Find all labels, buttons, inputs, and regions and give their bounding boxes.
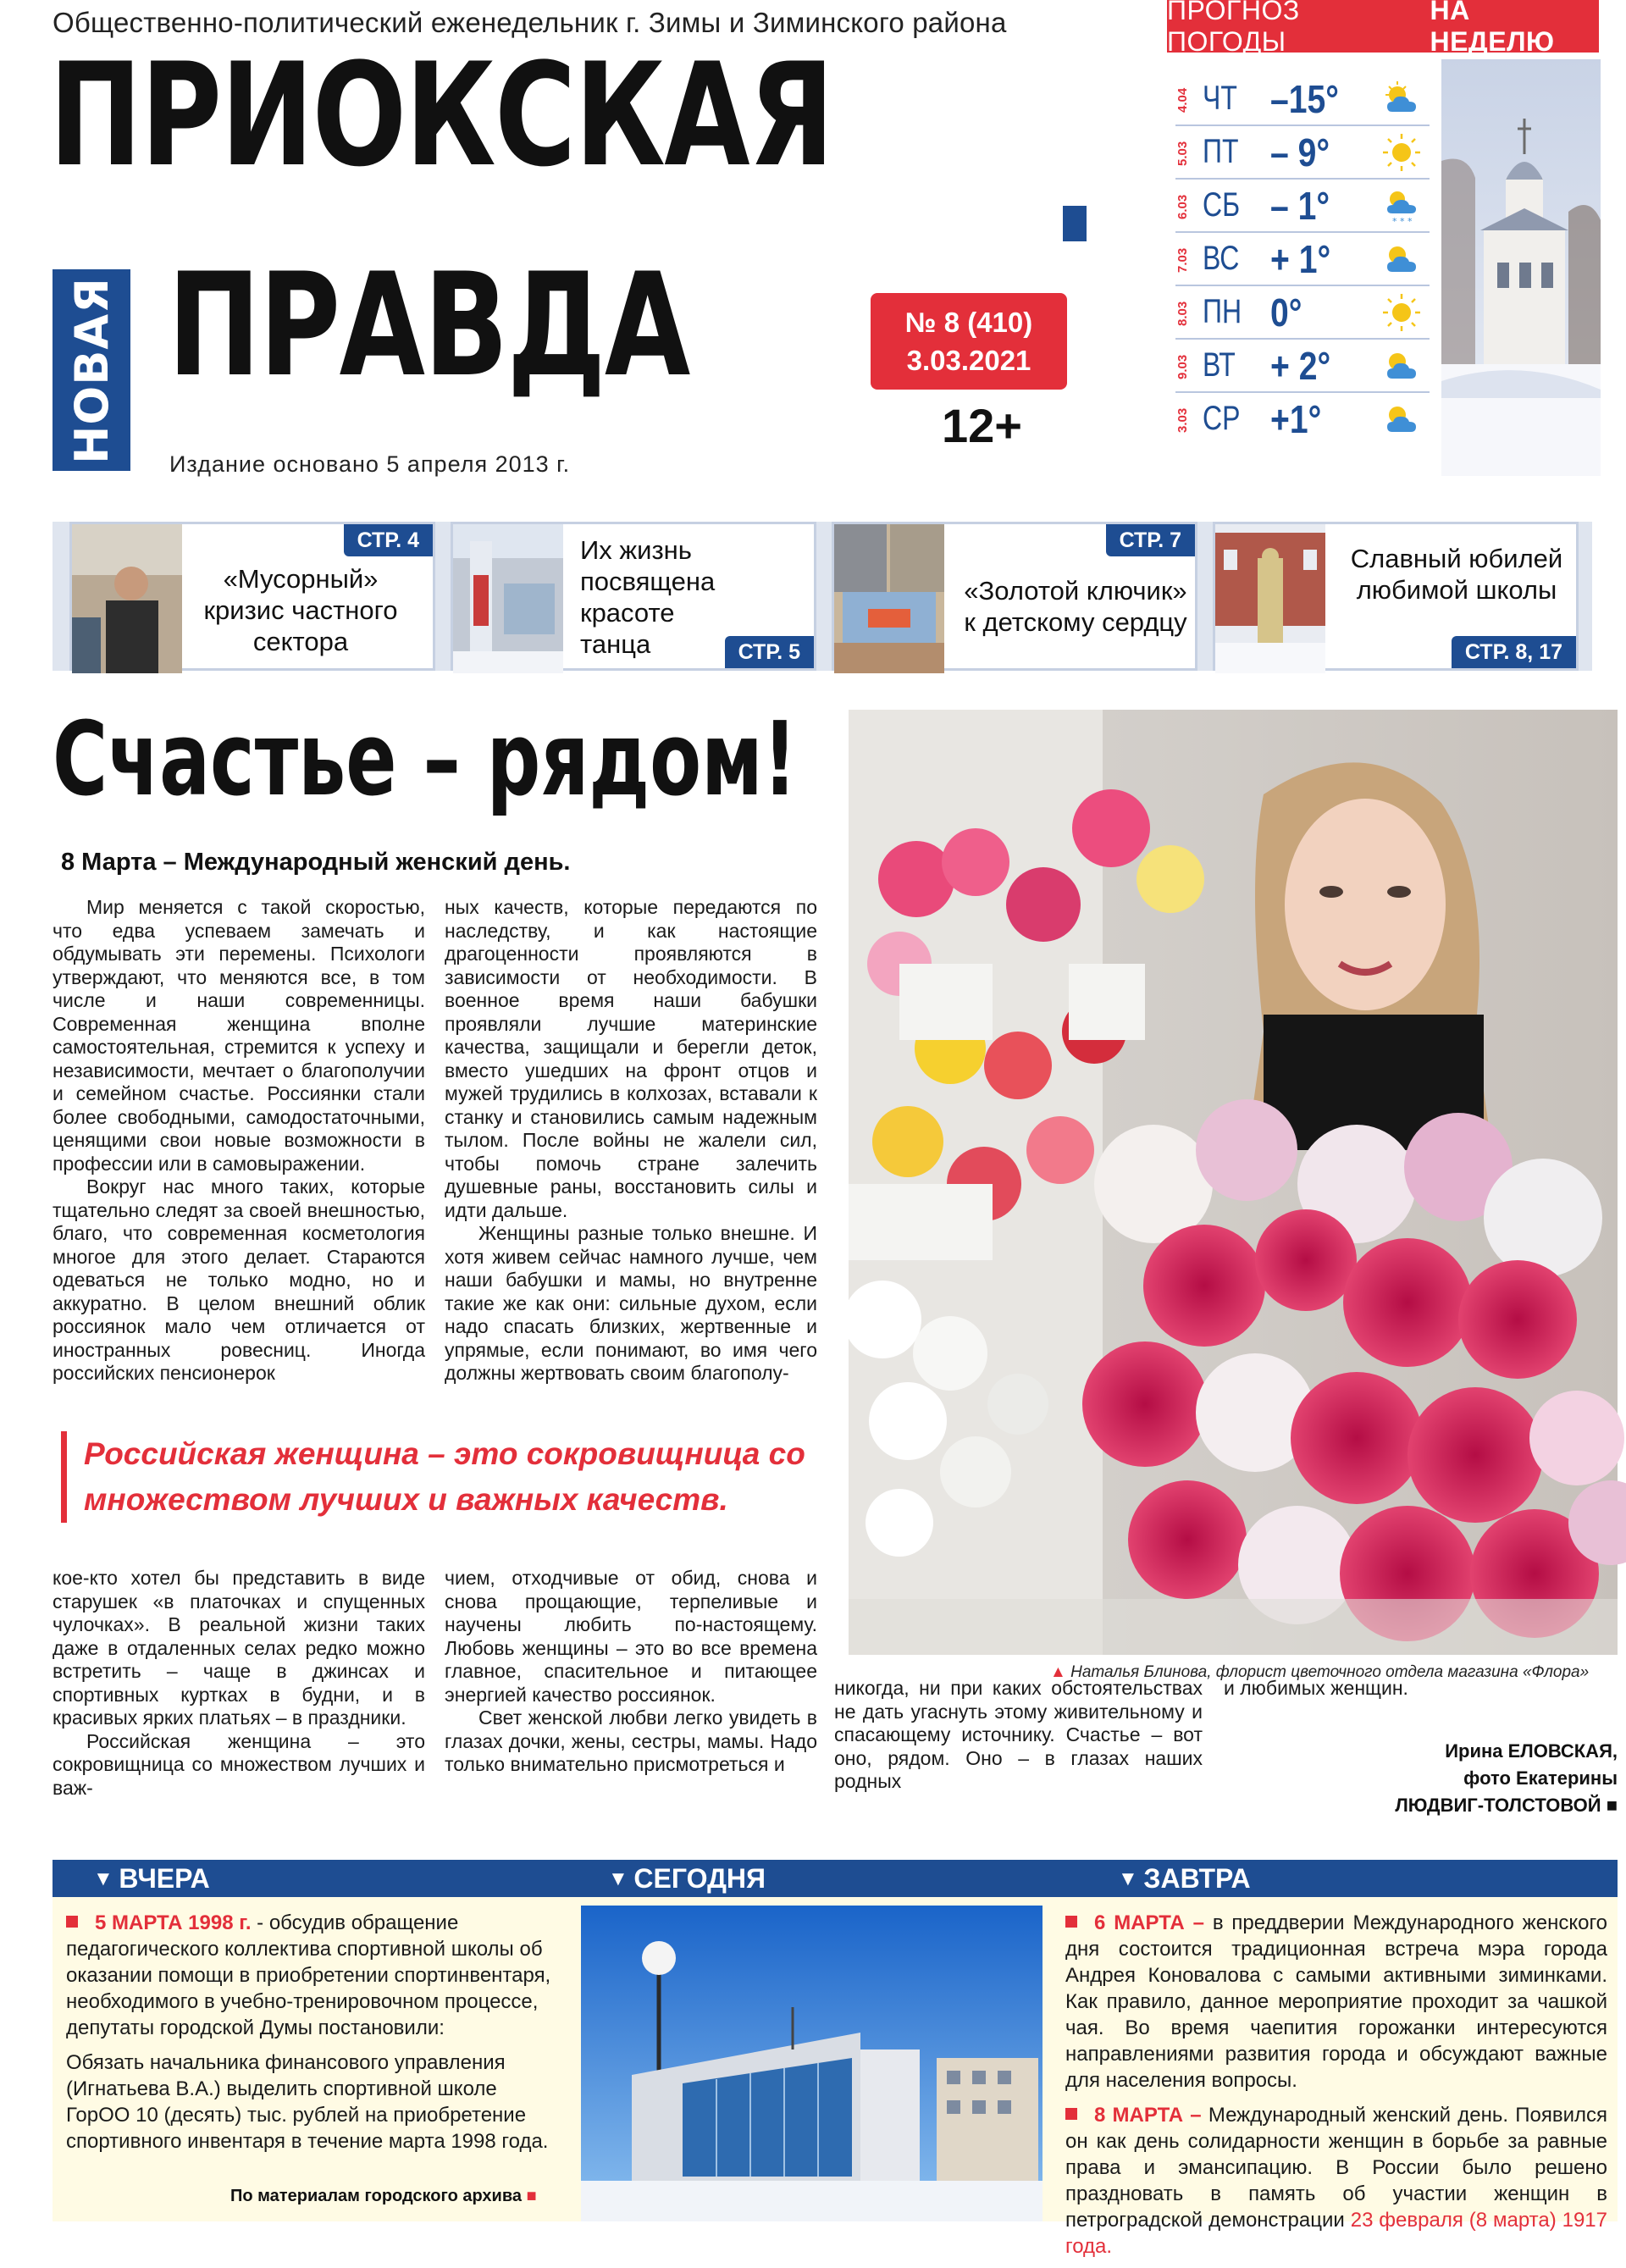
weather-header-text: ПРОГНОЗ ПОГОДЫ	[1167, 0, 1300, 57]
teaser-title: «Мусорный» кризис частного сектора	[203, 564, 398, 656]
article-paragraph: Российская женщина – это сокровищница со множеством лучших и важ-	[53, 1729, 425, 1799]
weather-row	[1175, 126, 1430, 180]
article-column-4	[445, 1567, 817, 1777]
article-paragraph: Вокруг нас много таких, которые тщательно следят за своей внешностью, благо, что современная косметология многое для этого делает. Стараются одеваться не только модно, но и аккуратно. В целом внешний облик россиянок мало чем отличается от иностранных ровесниц. Иногда российских пенсионерок	[53, 1175, 425, 1384]
weather-date: 4.04	[1175, 87, 1190, 113]
partly-cloudy-icon	[1380, 345, 1423, 387]
newspaper-tagline: Общественно-политический еженедельник г. Зимы и Зиминского района	[53, 7, 1007, 38]
teaser-page-badge: СТР. 8, 17	[1452, 636, 1576, 668]
pull-quote: Российская женщина – это сокровищница со множеством лучших и важных качеств.	[61, 1431, 823, 1523]
weather-day: ПТ	[1203, 133, 1239, 170]
weather-temp: – 1°	[1270, 184, 1330, 228]
tomorrow-text: в преддверии Международного женского дня состоится традиционная встреча мэра города Андрея Коновалова с самыми активными зиминками. Как правило, данное мероприятие проходит за чашкой чая. Во время чаепития горожанки интересуются направлениями развития города и обсуждают важные для населения вопросы.	[1065, 1911, 1608, 2092]
article-headline: Счастье – рядом!	[53, 701, 798, 819]
weather-row	[1175, 340, 1430, 393]
newspaper-title-line1: ПРИОКСКАЯ	[49, 32, 833, 198]
age-rating: 12+	[942, 399, 1022, 452]
today-label-text: СЕГОДНЯ	[633, 1863, 766, 1894]
teaser-card[interactable]	[69, 522, 435, 671]
tomorrow-section	[1065, 1910, 1607, 2268]
byline-author: Ирина ЕЛОВСКАЯ,	[1445, 1740, 1618, 1762]
tomorrow-label-text: ЗАВТРА	[1143, 1863, 1251, 1894]
article-column-2	[445, 896, 817, 1386]
sun-icon	[1380, 291, 1423, 334]
founded-note: Издание основано 5 апреля 2013 г.	[169, 451, 571, 477]
sports-building-photo	[581, 1906, 1043, 2221]
church-photo	[1441, 59, 1601, 476]
partly-cloudy-icon	[1380, 78, 1423, 120]
teaser-photo	[453, 524, 563, 673]
yesterday-section	[66, 1910, 561, 2163]
tomorrow-item	[1065, 2102, 1607, 2260]
weather-temp: –15°	[1270, 77, 1339, 121]
partly-cloudy-icon	[1380, 238, 1423, 280]
article-subhead: 8 Марта – Международный женский день.	[61, 849, 571, 876]
yesterday-date: 5 МАРТА 1998 г.	[95, 1911, 252, 1934]
weather-row	[1175, 73, 1430, 126]
article-paragraph: и любимых женщин.	[1224, 1677, 1408, 1699]
weather-row	[1175, 180, 1430, 233]
photo-caption: ▲ Наталья Блинова, флорист цветочного отдела магазина «Флора»	[1050, 1663, 1589, 1682]
teaser-page-badge: СТР. 7	[1106, 524, 1195, 556]
teaser-card[interactable]	[1213, 522, 1579, 671]
bullet-square	[1065, 1916, 1077, 1928]
sun-icon	[1380, 131, 1423, 174]
tomorrow-date: 8 МАРТА –	[1094, 2104, 1202, 2127]
florist-photo	[849, 710, 1618, 1655]
weather-date: 6.03	[1175, 194, 1190, 219]
title-accent-square	[1063, 206, 1087, 241]
article-byline	[1236, 1738, 1618, 1819]
article-column-5	[834, 1677, 1203, 1794]
weather-day: ПН	[1203, 293, 1242, 330]
newspaper-title-line2: ПРАВДА	[168, 242, 689, 408]
weather-date: 7.03	[1175, 247, 1190, 273]
weather-day: СР	[1203, 400, 1241, 437]
teaser-page-badge: СТР. 5	[725, 636, 814, 668]
article-paragraph: никогда, ни при каких обстоятельствах не дать угаснуть этому живительному и спасающему источнику. Счастье – вот оно, рядом. Оно – в глазах наших родных	[834, 1677, 1203, 1792]
yesterday-text: - обсудив обращение педагогического коллектива спортивной школы об оказании помощи в приобретении спортинвентаря, необходимого в учебно-тренировочном процессе, депутаты городской Думы постановили:	[66, 1911, 551, 2039]
yesterday-decision: Обязать начальника финансового управления (Игнатьева В.А.) выделить спортивной школе ГорОО 10 (десять) тыс. рублей на приобретение спортивного инвентаря в течение марта 1998 года.	[66, 2051, 549, 2153]
weather-temp: 0°	[1270, 290, 1302, 335]
weather-temp: + 2°	[1270, 344, 1331, 388]
weather-row	[1175, 393, 1430, 446]
teaser-title: Их жизнь посвящена красоте танца	[580, 535, 716, 659]
weather-day: ЧТ	[1203, 80, 1237, 117]
article-paragraph: Мир меняется с такой скоростью, что едва успеваем замечать и обдумывать эти перемены. Психологи утверждают, что меняются все, в том числе и наши современницы. Современная женщина вполне самостоятельная, стремится к успеху и независимости, мечтает о благополучии и семейном счастье. Россиянки стали более свободными, самодостаточными, ценящими свои новые возможности в профессии или в самовыражении.	[53, 896, 425, 1175]
yesterday-label-text: ВЧЕРА	[119, 1863, 210, 1894]
weather-temp: + 1°	[1270, 237, 1331, 281]
novaya-label: НОВАЯ	[64, 276, 119, 464]
article-paragraph: Женщины разные только внешне. И хотя живем сейчас намного лучше, чем наши бабушки и мамы, но внутренне такие же как они: сильные духом, если надо спасать близких, жертвенные и упрямые, если понимают, во имя чего должны жертвовать своим благополу-	[445, 1222, 817, 1384]
teasers-strip	[53, 522, 1592, 671]
article-paragraph: Свет женской любви легко увидеть в глазах дочки, жены, сестры, мамы. Надо только внимательно присмотреться и	[445, 1707, 817, 1775]
sun-cloud-snow-icon	[1380, 185, 1423, 227]
teaser-title: «Золотой ключик» к детскому сердцу	[964, 576, 1187, 637]
weather-day: ВС	[1203, 240, 1240, 277]
byline-photographer: ЛЮДВИГ-ТОЛСТОВОЙ ■	[1395, 1795, 1618, 1816]
tomorrow-label	[1101, 1860, 1266, 1897]
weather-date: 5.03	[1175, 141, 1190, 166]
weather-row	[1175, 286, 1430, 340]
teaser-photo	[834, 524, 944, 673]
weather-date: 8.03	[1175, 301, 1190, 326]
weather-header	[1167, 0, 1599, 57]
tomorrow-text: Международный женский день. Появился он как день солидарности женщин в борьбе за равные права и эмансипацию. В России было решено праздновать в память об участии женщин в петроградской демонстрации	[1065, 2104, 1607, 2232]
archive-credit: По материалам городского архива ■	[230, 2187, 537, 2206]
weather-forecast	[1175, 73, 1430, 446]
weather-temp: – 9°	[1270, 130, 1330, 174]
byline-photo: фото Екатерины	[1463, 1767, 1618, 1789]
weather-temp: +1°	[1270, 397, 1322, 441]
article-column-1	[53, 896, 425, 1386]
weather-header-bold: НА НЕДЕЛЮ	[1430, 0, 1555, 57]
timeline-bar	[53, 1860, 1618, 1897]
teaser-card[interactable]	[832, 522, 1197, 671]
issue-date: 3.03.2021	[906, 345, 1031, 376]
teaser-card[interactable]	[451, 522, 816, 671]
teaser-photo	[72, 524, 182, 673]
tomorrow-highlight: 23 февраля (8 марта) 1917 года.	[1065, 2209, 1608, 2258]
weather-date: 3.03	[1175, 407, 1190, 433]
teaser-page-badge: СТР. 4	[344, 524, 433, 556]
tomorrow-date: 6 МАРТА –	[1094, 1911, 1204, 1934]
bullet-square	[66, 1916, 78, 1928]
weather-date: 9.03	[1175, 354, 1190, 379]
svg-text:* * *: * * *	[1392, 216, 1413, 227]
article-paragraph: ных качеств, которые передаются по наследству, и как настоящие драгоценности проявляются в зависимости от необходимости. В военное время наши бабушки проявляли лучшие материнские качества, защищали и берегли деток, вместо ушедших на фронт отцов и мужей трудились в колхозах, вставали к станку и становились самым надежным тылом. После войны не жалели сил, чтобы помочь стране залечить душевные раны, восстановить силы и идти дальше.	[445, 896, 817, 1221]
novaya-label-box	[53, 269, 130, 471]
article-column-3	[53, 1567, 425, 1800]
weather-day: ВТ	[1203, 346, 1236, 384]
byline-photographer-name: ЛЮДВИГ-ТОЛСТОВОЙ	[1395, 1795, 1601, 1816]
partly-cloudy-icon	[1380, 398, 1423, 440]
issue-badge	[871, 293, 1067, 390]
issue-number: № 8 (410)	[904, 307, 1033, 338]
teaser-title: Славный юбилей любимой школы	[1350, 544, 1563, 605]
yesterday-label	[76, 1860, 225, 1897]
bullet-square	[1065, 2108, 1077, 2120]
article-paragraph: чием, отходчивые от обид, снова и снова прощающие, терпеливые и научены любить по-настоящему. Любовь женщины – это во все времена главное, спасительное и питающее энергией качество россиянок.	[445, 1567, 817, 1706]
article-paragraph: кое-кто хотел бы представить в виде старушек «в платочках и спущенных чулочках». В реальной жизни таких даже в отдаленных селах редко можно встретить – чаще в джинсах и спортивных куртках в будни, и в красивых ярких платьях – в праздники.	[53, 1567, 425, 1729]
teaser-photo	[1215, 524, 1325, 673]
yesterday-item	[66, 1910, 561, 2041]
tomorrow-item	[1065, 1910, 1607, 2094]
weather-day: СБ	[1203, 186, 1241, 224]
today-label	[591, 1860, 781, 1897]
weather-row	[1175, 233, 1430, 286]
